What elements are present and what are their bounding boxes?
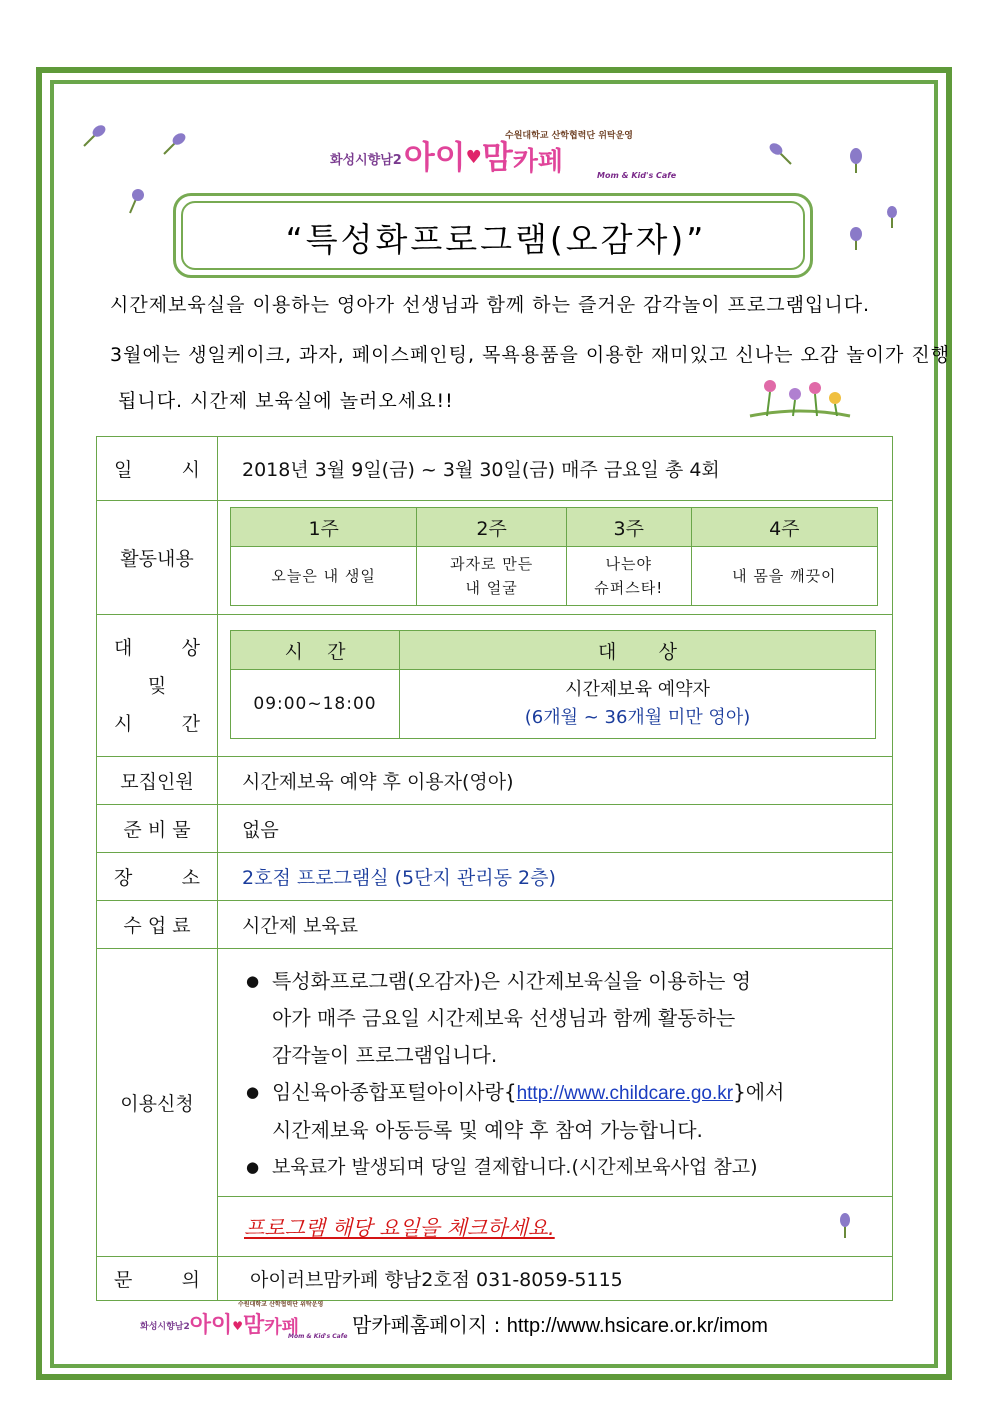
- week-2-header: 2주: [417, 508, 566, 547]
- page-title: “특성화프로그램(오감자)”: [285, 220, 707, 259]
- logo-mam: 맘: [481, 138, 513, 176]
- footer-logo-subtitle: 수원대학교 산학협력단 위탁운영: [238, 1301, 324, 1308]
- footer-logo-tagline: Mom & Kid's Cafe: [288, 1333, 348, 1340]
- homepage-url[interactable]: http://www.hsicare.or.kr/imom: [506, 1315, 768, 1337]
- prep-label: 준 비 물: [97, 805, 218, 853]
- tulip-icon: [834, 1211, 856, 1239]
- logo-ai: 아이: [403, 138, 466, 176]
- inquiry-value: 아이러브맘카페 향남2호점 031-8059-5115: [218, 1257, 893, 1301]
- logo-cafe: 카페: [512, 147, 563, 177]
- footer-logo-prefix: 화성시향남2: [140, 1322, 190, 1332]
- recruit-label: 모집인원: [97, 757, 218, 805]
- homepage-label: 맘카페홈페이지 :: [352, 1313, 507, 1337]
- logo-prefix: 화성시향남2: [330, 153, 402, 168]
- target-header: 대 상: [400, 631, 876, 670]
- place-row: [97, 853, 893, 901]
- target-label: 대 상 및 시 간: [97, 615, 218, 757]
- activities-row: [97, 501, 893, 615]
- inquiry-label: 문 의: [114, 1269, 200, 1291]
- schedule-value: 2018년 3월 9일(금) ~ 3월 30일(금) 매주 금요일 총 4회: [218, 437, 893, 501]
- fee-value: 시간제 보육료: [218, 901, 893, 949]
- recruit-value: 시간제보육 예약 후 이용자(영아): [218, 757, 893, 805]
- flower-bed-icon: [745, 376, 855, 420]
- week-1-activity: 오늘은 내 생일: [231, 547, 417, 606]
- program-info-table: [96, 436, 893, 1301]
- week-3-activity: 나는야 슈퍼스타!: [566, 547, 691, 606]
- tulip-icon: [122, 185, 152, 215]
- apply-bullet-1: ● 특성화프로그램(오감자)은 시간제보육실을 이용하는 영 아가 매주 금요일 시간제보육 선생님과 함께 활동하는 감각놀이 프로그램입니다.: [246, 963, 882, 1074]
- schedule-label: 일 시: [114, 459, 200, 481]
- tulip-icon: [765, 138, 795, 168]
- footer-logo-mam: 맘: [243, 1313, 265, 1338]
- inquiry-row: [97, 1257, 893, 1301]
- footer-logo-heart: ♥: [232, 1319, 244, 1333]
- footer-logo-cafe: 카페: [264, 1317, 300, 1338]
- logo-heart: ♥: [465, 147, 482, 168]
- apply-list: [246, 963, 882, 1186]
- tulip-icon: [80, 120, 110, 150]
- footer-logo: [140, 1301, 348, 1340]
- target-row: [97, 615, 893, 757]
- prep-value: 없음: [218, 805, 893, 853]
- prep-row: [97, 805, 893, 853]
- time-value: 09:00~18:00: [231, 670, 400, 739]
- recruit-row: [97, 757, 893, 805]
- header-logo: [330, 128, 677, 180]
- week-2-activity: 과자로 만든 내 얼굴: [417, 547, 566, 606]
- tulip-icon: [160, 128, 190, 158]
- fee-row: [97, 901, 893, 949]
- apply-bullet-2: ● 임신육아종합포털아이사랑{http://www.childcare.go.kr}에서 시간제보육 아동등록 및 예약 후 참여 가능합니다.: [246, 1074, 882, 1149]
- logo-tagline: Mom & Kid's Cafe: [597, 171, 677, 180]
- week-4-activity: 내 몸을 깨끗이: [691, 547, 877, 606]
- homepage-line: [352, 1309, 768, 1338]
- week-3-header: 3주: [566, 508, 691, 547]
- logo-subtitle: 수원대학교 산학협력단 위탁운영: [505, 131, 633, 141]
- week-4-header: 4주: [691, 508, 877, 547]
- intro-line-2: 3월에는 생일케이크, 과자, 페이스페인팅, 목욕용품을 이용한 재미있고 신나는 오감 놀이가 진행: [110, 344, 951, 366]
- activities-label: 활동내용: [97, 501, 218, 615]
- schedule-row: [97, 437, 893, 501]
- apply-row: [97, 949, 893, 1197]
- place-label: 장 소: [114, 867, 200, 889]
- childcare-link[interactable]: http://www.childcare.go.kr: [516, 1083, 734, 1104]
- apply-bullet-3: ● 보육료가 발생되며 당일 결제합니다.(시간제보육사업 참고): [246, 1149, 882, 1186]
- week-1-header: 1주: [231, 508, 417, 547]
- tulip-icon: [842, 145, 872, 175]
- time-header: 시 간: [231, 631, 400, 670]
- target-main: 시간제보육 예약자: [565, 679, 710, 700]
- fee-label: 수 업 료: [97, 901, 218, 949]
- intro-line-1: 시간제보육실을 이용하는 영아가 선생님과 함께 하는 즐거운 감각놀이 프로그램입니다.: [110, 294, 871, 316]
- activities-table: [230, 507, 878, 606]
- check-note: 프로그램 해당 요일을 체크하세요.: [244, 1215, 555, 1240]
- target-sub: (6개월 ~ 36개월 미만 영아): [524, 707, 751, 728]
- intro-line-3: 됩니다. 시간제 보육실에 놀러오세요!!: [118, 390, 454, 412]
- apply-label: 이용신청: [97, 949, 218, 1257]
- footer-logo-ai: 아이: [189, 1313, 233, 1338]
- target-table: [230, 630, 876, 739]
- place-value: 2호점 프로그램실 (5단지 관리동 2층): [218, 853, 893, 901]
